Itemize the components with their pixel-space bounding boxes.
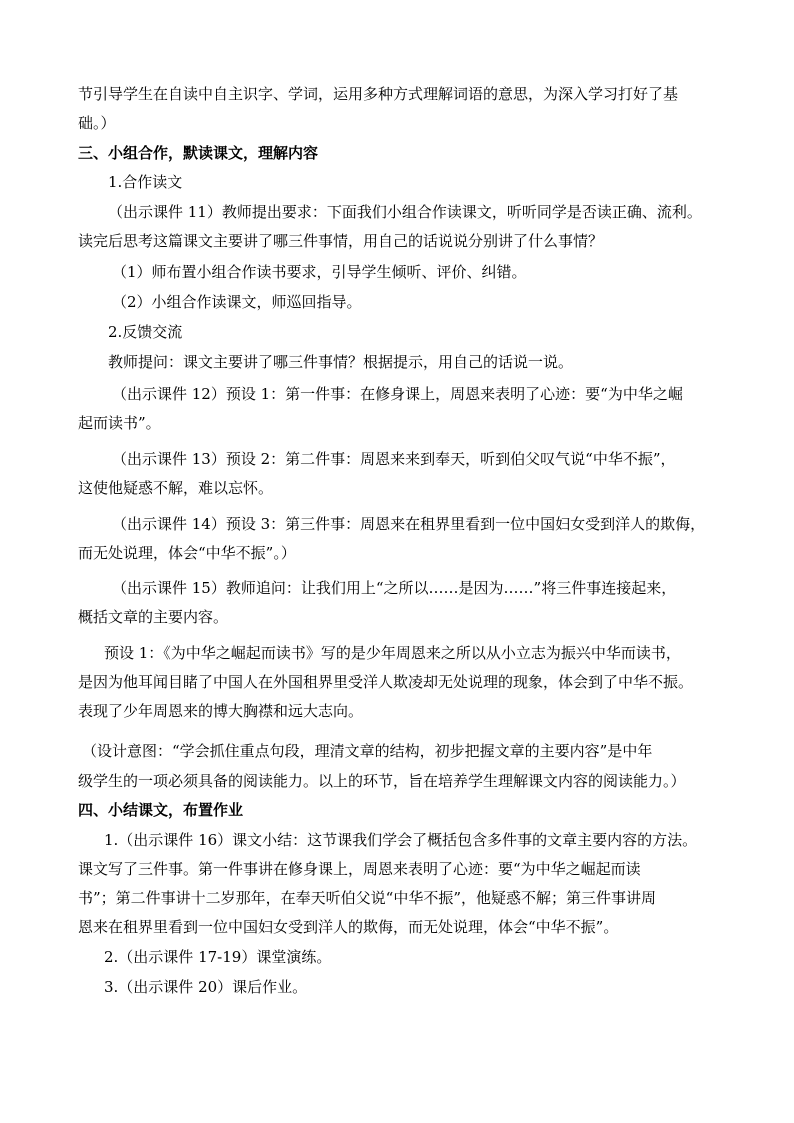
list-item: 1.（出示课件 16）课文小结：这节课我们学会了概括包含多件事的文章主要内容的方法。 [104, 831, 698, 849]
subsection-heading: 2.反馈交流 [108, 323, 183, 341]
list-item: （2）小组合作读课文，师巡回指导。 [112, 293, 362, 311]
paragraph-line: （出示课件 11）教师提出要求：下面我们小组合作读课文，听听同学是否读正确、流利。 [108, 203, 702, 221]
paragraph-line: 础。） [78, 114, 116, 132]
paragraph-line: 表现了少年周恩来的博大胸襟和远大志向。 [78, 702, 364, 720]
paragraph-line: （出示课件 14）预设 3：第三件事：周恩来在租界里看到一位中国妇女受到洋人的欺侮， [112, 515, 706, 533]
list-item: 3.（出示课件 20）课后作业。 [104, 978, 308, 996]
design-intent-line: （设计意图：“学会抓住重点句段，理清文章的结构，初步把握文章的主要内容”是中年 [82, 742, 653, 760]
paragraph-line: 是因为他耳闻目睹了中国人在外国租界里受洋人欺凌却无处说理的现象，体会到了中华不振。 [78, 673, 694, 691]
paragraph-line: （出示课件 12）预设 1：第一件事：在修身课上，周恩来表明了心迹：要“为中华之崛 [112, 385, 683, 403]
paragraph-line: 而无处说理，体会“中华不振”。） [78, 544, 296, 562]
list-item: 2.（出示课件 17-19）课堂演练。 [104, 948, 332, 966]
paragraph-line: 概括文章的主要内容。 [78, 608, 229, 626]
paragraph-line: 读完后思考这篇课文主要讲了哪三件事情，用自己的话说说分别讲了什么事情？ [78, 232, 604, 250]
section-heading: 三、小组合作，默读课文，理解内容 [78, 144, 319, 162]
paragraph-line: （出示课件 15）教师追问：让我们用上“之所以……是因为……”将三件事连接起来， [112, 579, 677, 597]
paragraph-line: （出示课件 13）预设 2：第二件事：周恩来来到奉天，听到伯父叹气说“中华不振”， [112, 450, 676, 468]
section-heading: 四、小结课文，布置作业 [78, 801, 244, 819]
paragraph-line: 教师提问：课文主要讲了哪三件事情？根据提示，用自己的话说一说。 [108, 353, 574, 371]
list-item: （1）师布置小组合作读书要求，引导学生倾听、评价、纠错。 [112, 263, 527, 281]
paragraph-line: 书”；第二件事讲十二岁那年，在奉天听伯父说“中华不振”，他疑惑不解；第三件事讲周 [78, 889, 657, 907]
subsection-heading: 1.合作读文 [108, 173, 183, 191]
paragraph-line: 节引导学生在自读中自主识字、学词，运用多种方式理解词语的意思，为深入学习打好了基 [78, 85, 679, 103]
design-intent-line: 级学生的一项必须具备的阅读能力。以上的环节，旨在培养学生理解课文内容的阅读能力。） [78, 772, 686, 790]
paragraph-line: 恩来在租界里看到一位中国妇女受到洋人的欺侮，而无处说理，体会“中华不振”。 [78, 918, 619, 936]
paragraph-line: 预设 1：《为中华之崛起而读书》写的是少年周恩来之所以从小立志为振兴中华而读书， [104, 644, 681, 662]
paragraph-line: 起而读书”。 [78, 414, 161, 432]
paragraph-line: 课文写了三件事。第一件事讲在修身课上，周恩来表明了心迹：要“为中华之崛起而读 [78, 860, 641, 878]
paragraph-line: 这使他疑惑不解，难以忘怀。 [78, 479, 274, 497]
